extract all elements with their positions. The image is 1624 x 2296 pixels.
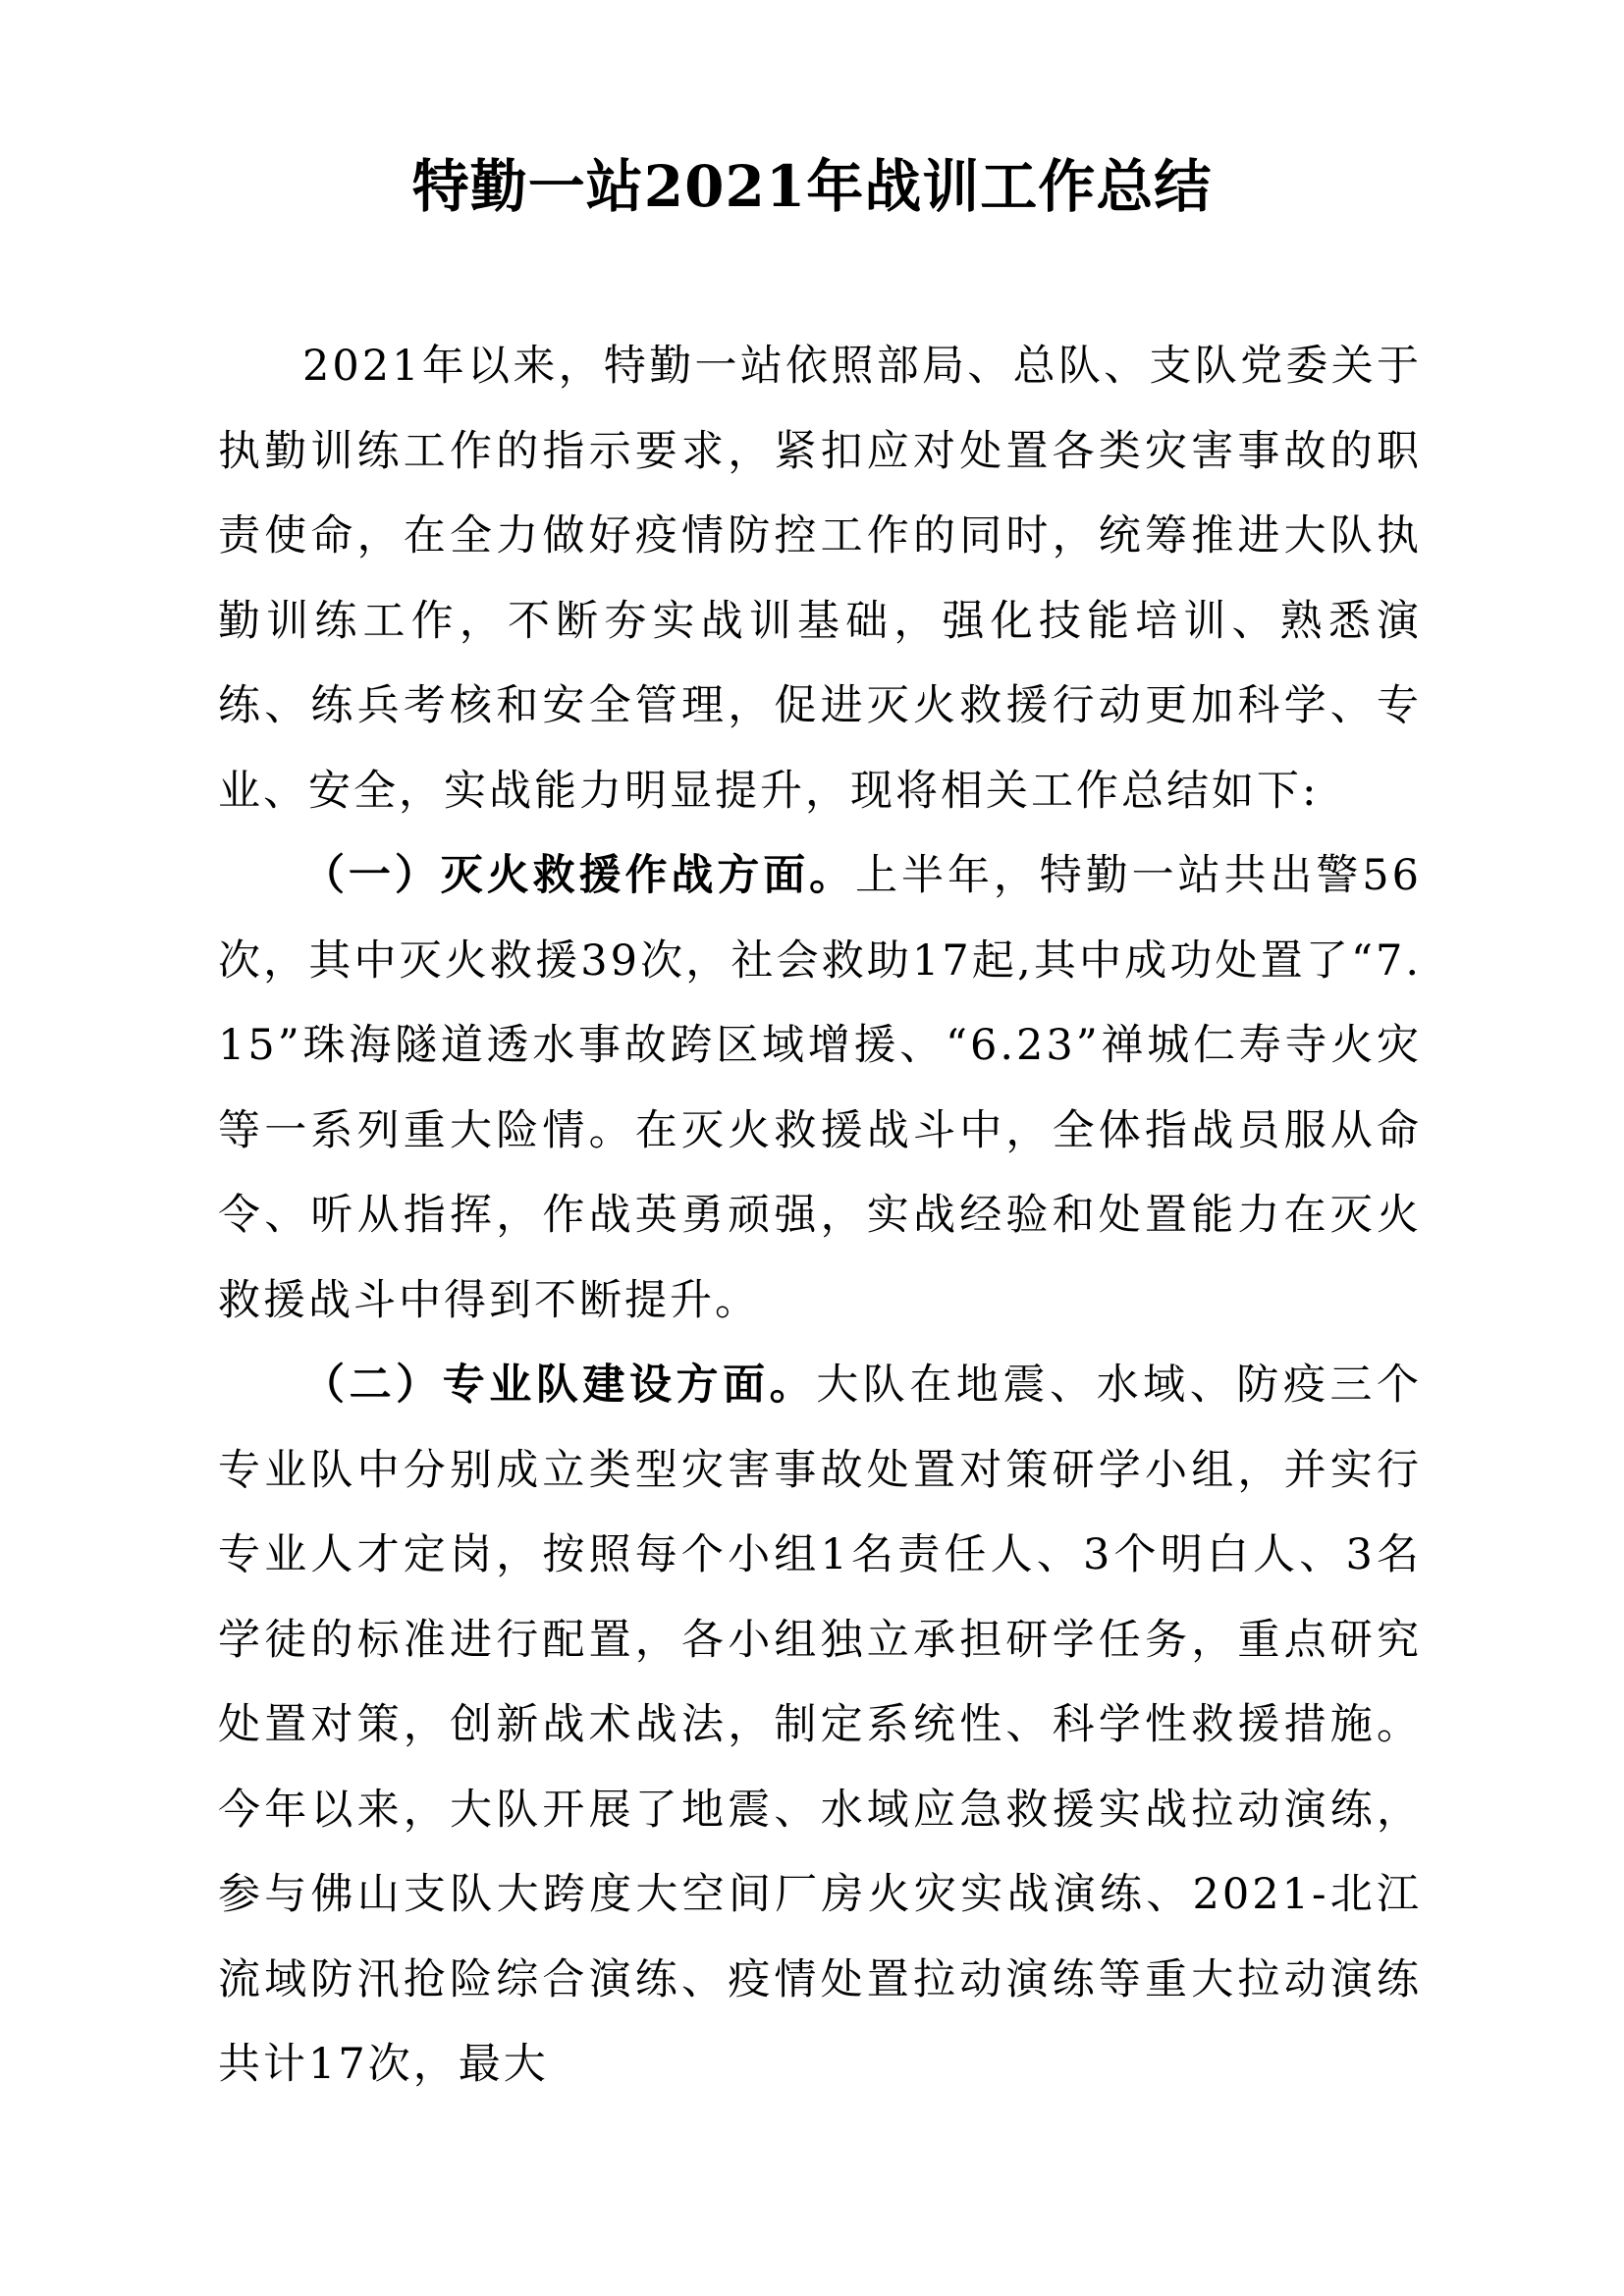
paragraph-intro [218,324,1422,833]
document-body [218,324,1422,2108]
paragraph-specialist-team [218,1343,1422,2108]
paragraph-intro-text: 2021年以来，特勤一站依照部局、总队、支队党委关于执勤训练工作的指示要求，紧扣应对处置各类灾害事故的职责使命，在全力做好疫情防控工作的同时，统筹推进大队执勤训练工作，不断夯实战训基础，强化技能培训、熟悉演练、练兵考核和安全管理，促进灭火救援行动更加科学、专业、安全，实战能力明显提升，现将相关工作总结如下: [218,342,1422,816]
page-title: 特勤一站2021年战训工作总结 [411,153,1213,220]
paragraph-firefighting [218,833,1422,1343]
paragraph-firefighting-text: 上半年，特勤一站共出警56次，其中灭火救援39次，社会救助17起,其中成功处置了“7.15”珠海隧道透水事故跨区域增援、“6.23”禅城仁寿寺火灾等一系列重大险情。在灭火救援战斗中，全体指战员服从命令、听从指挥，作战英勇顽强，实战经验和处置能力在灭火救援战斗中得到不断提升。 [218,851,1423,1325]
paragraph-specialist-team-heading: （二）专业队建设方面。 [302,1361,817,1410]
paragraph-specialist-team-text: 大队在地震、水域、防疫三个专业队中分别成立类型灾害事故处置对策研学小组，并实行专业人才定岗，按照每个小组1名责任人、3个明白人、3名学徒的标准进行配置，各小组独立承担研学任务，重点研究处置对策，创新战术战法，制定系统性、科学性救援措施。今年以来，大队开展了地震、水域应急救援实战拉动演练，参与佛山支队大跨度大空间厂房火灾实战演练、2021-北江流域防汛抢险综合演练、疫情处置拉动演练等重大拉动演练共计17次，最大 [218,1361,1423,2089]
paragraph-firefighting-heading: （一）灭火救援作战方面。 [302,851,856,900]
